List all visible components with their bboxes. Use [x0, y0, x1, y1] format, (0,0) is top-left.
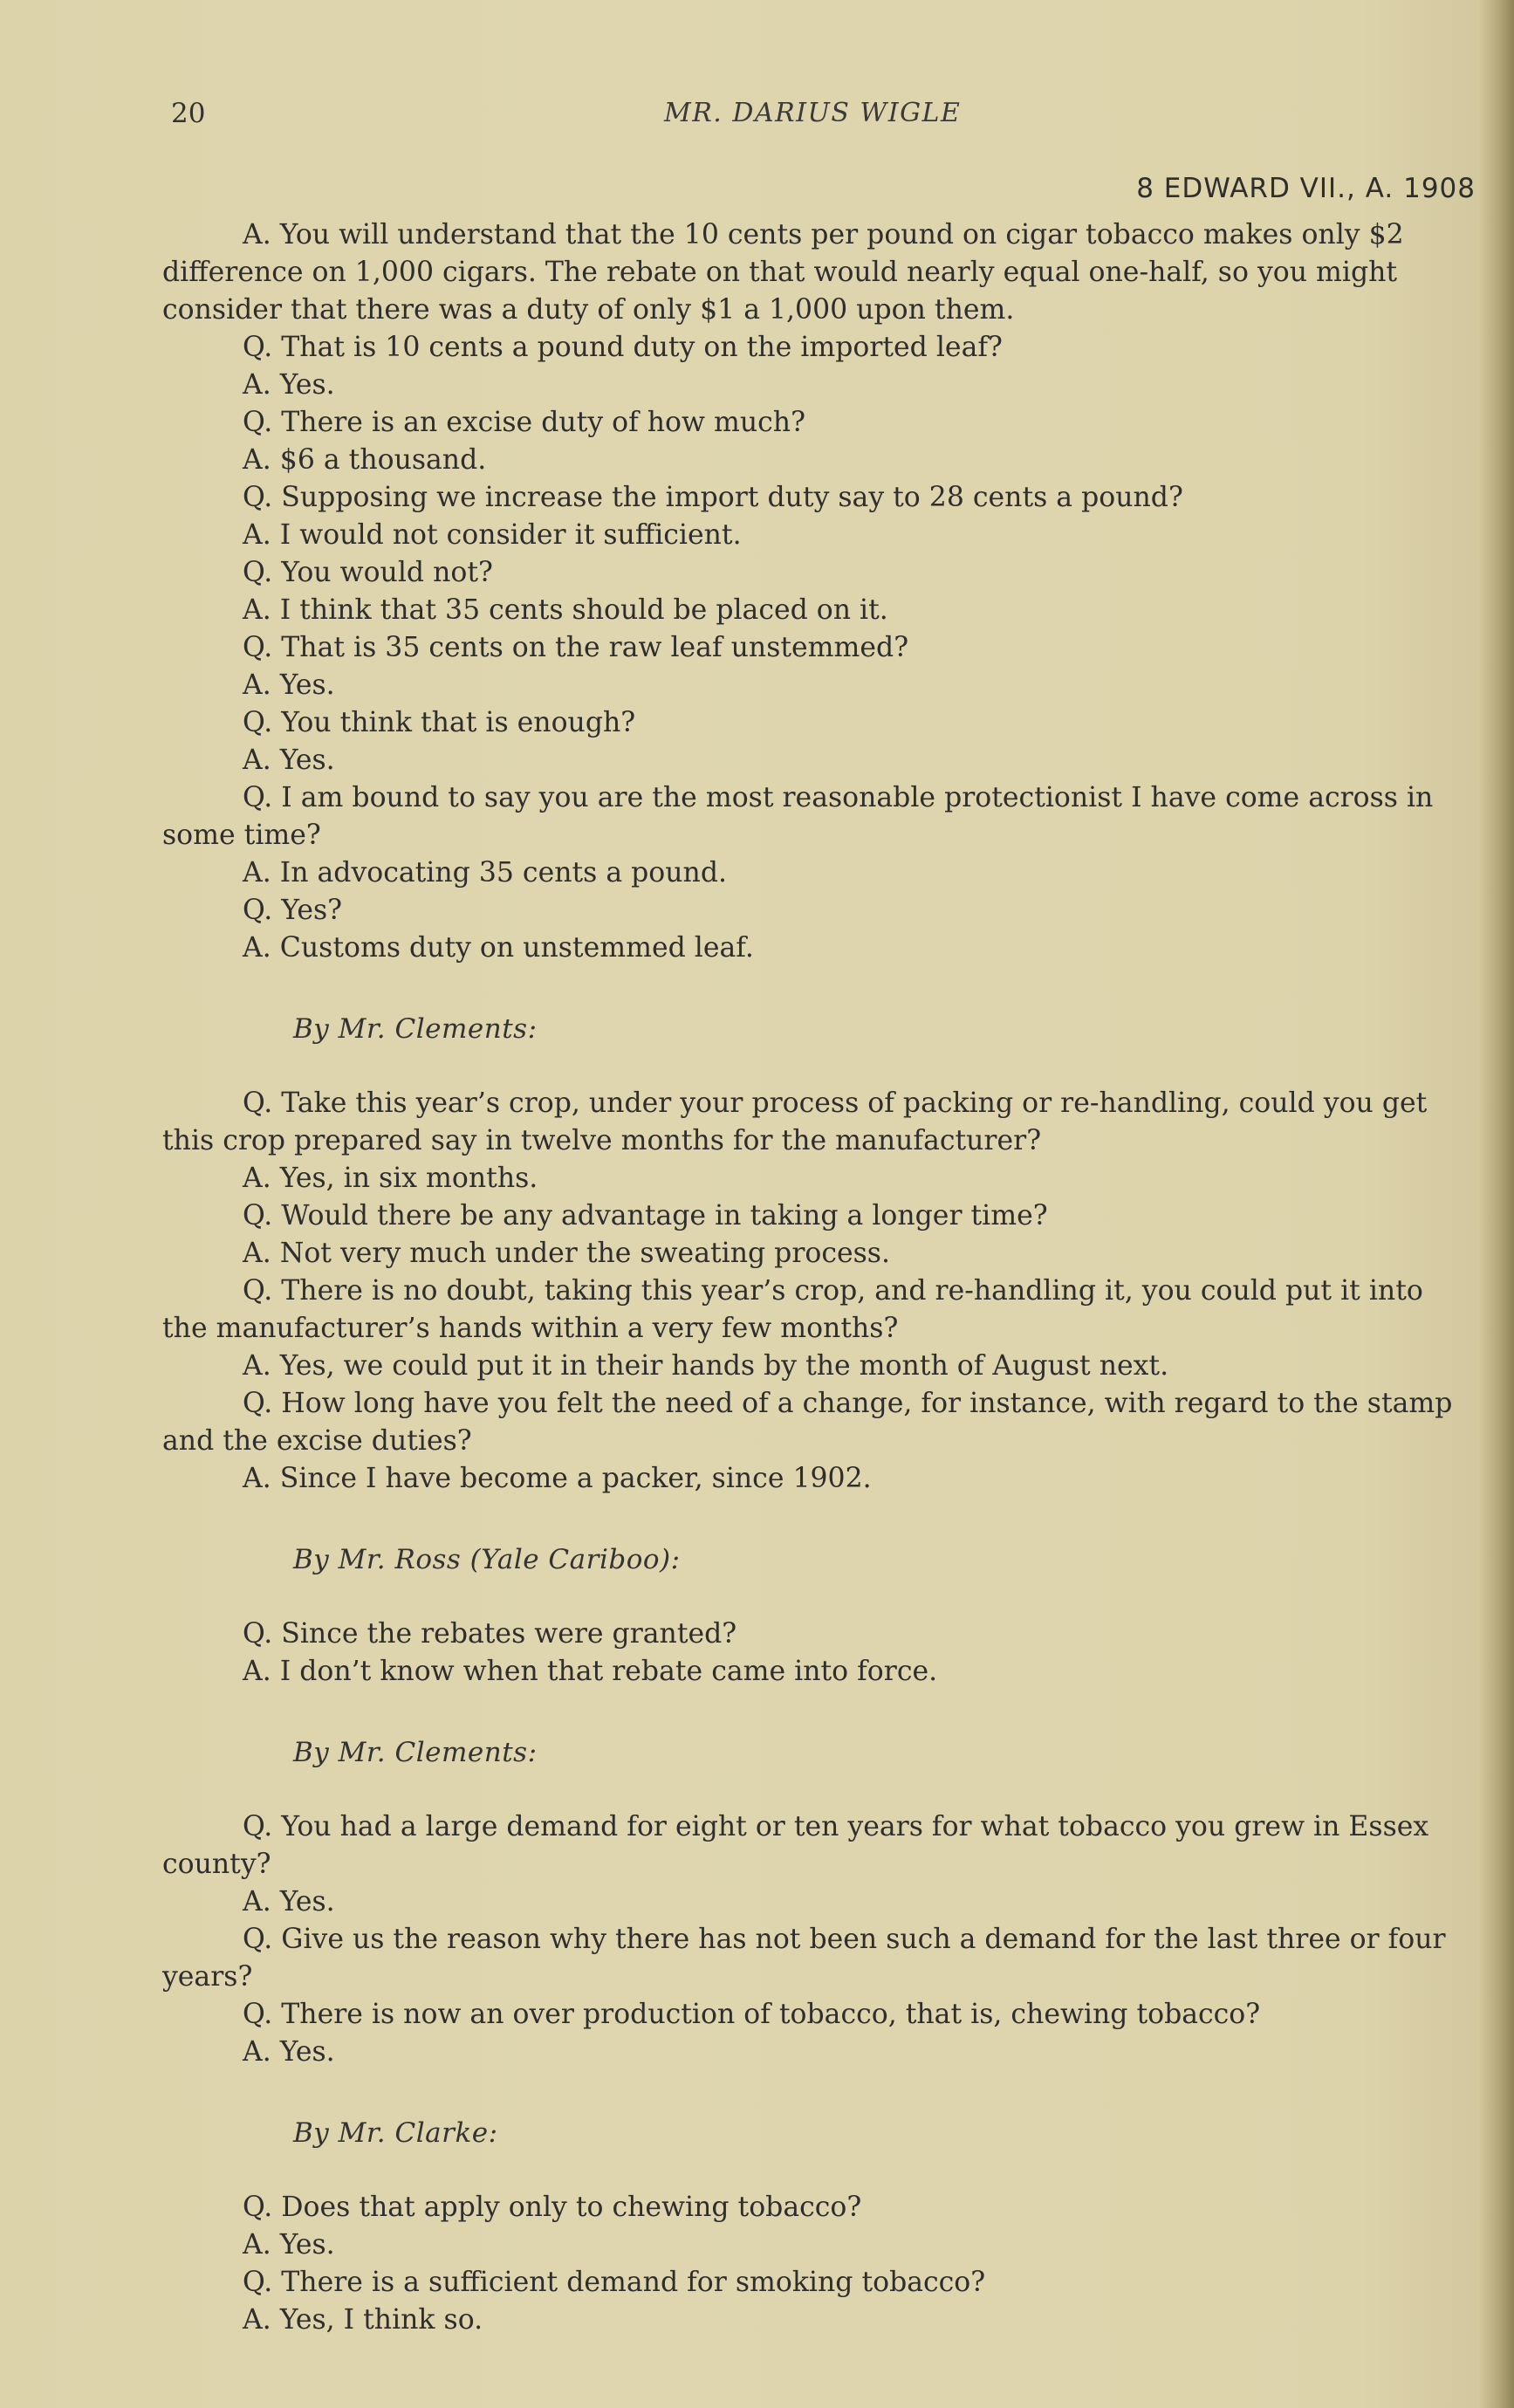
question-paragraph: Q. You think that is enough?: [243, 707, 636, 738]
answer-paragraph: A. Yes.: [243, 669, 335, 701]
question-paragraph: Q. How long have you felt the need of a change, for instance, with regard to the stamp and the excise duties?: [162, 1388, 1453, 1457]
answer-paragraph: A. I would not consider it sufficient.: [243, 519, 742, 551]
answer-paragraph: A. Yes.: [243, 1886, 335, 1917]
answer-paragraph: A. Yes, we could put it in their hands by the month of August next.: [243, 1350, 1169, 1382]
question-paragraph: Q. Would there be any advantage in taking a longer time?: [243, 1200, 1048, 1231]
question-paragraph: Q. That is 35 cents on the raw leaf unstemmed?: [243, 632, 909, 663]
question-paragraph: Q. Supposing we increase the import duty say to 28 cents a pound?: [243, 482, 1183, 513]
question-paragraph: Q. You had a large demand for eight or ten years for what tobacco you grew in Essex county?: [162, 1811, 1429, 1880]
answer-paragraph: A. Since I have become a packer, since 1902.: [243, 1463, 872, 1494]
answer-paragraph: A. In advocating 35 cents a pound.: [243, 857, 728, 888]
question-paragraph: Q. You would not?: [243, 557, 493, 588]
page-edge: [1477, 0, 1514, 2408]
testimony-body: [162, 216, 1476, 2339]
answer-paragraph: A. Not very much under the sweating process.: [243, 1238, 890, 1269]
answer-paragraph: A. Yes.: [243, 744, 335, 776]
running-header: [171, 98, 1480, 141]
answer-paragraph: A. Customs duty on unstemmed leaf.: [243, 932, 754, 964]
examiner-heading: By Mr. Clements:: [293, 1013, 538, 1045]
examiner-heading: By Mr. Ross (Yale Cariboo):: [293, 1544, 681, 1575]
question-paragraph: Q. Take this year’s crop, under your process of packing or re-handling, could you get this crop prepared say in twelve months for the manufacturer?: [162, 1087, 1428, 1156]
answer-paragraph: A. You will understand that the 10 cents per pound on cigar tobacco makes only $2 difference on 1,000 cigars. The rebate on that would nearly equal one-half, so you might consider that there was a duty of only $1 a 1,000 upon them.: [162, 219, 1404, 326]
question-paragraph: Q. That is 10 cents a pound duty on the imported leaf?: [243, 332, 1003, 363]
question-paragraph: Q. There is an excise duty of how much?: [243, 407, 805, 438]
question-paragraph: Q. There is a sufficient demand for smoking tobacco?: [243, 2267, 986, 2298]
answer-paragraph: A. Yes, in six months.: [243, 1163, 538, 1194]
answer-paragraph: A. Yes, I think so.: [243, 2304, 483, 2336]
question-paragraph: Q. There is now an over production of tobacco, that is, chewing tobacco?: [243, 1999, 1261, 2030]
examiner-heading: By Mr. Clements:: [293, 1737, 538, 1768]
answer-paragraph: A. Yes.: [243, 2036, 335, 2068]
question-paragraph: Q. There is no doubt, taking this year’s crop, and re-handling it, you could put it into the manufacturer’s hands within a very few months?: [162, 1275, 1423, 1344]
answer-paragraph: A. $6 a thousand.: [243, 444, 487, 476]
question-paragraph: Q. Give us the reason why there has not been such a demand for the last three or four years?: [162, 1924, 1446, 1993]
question-paragraph: Q. Since the rebates were granted?: [243, 1618, 737, 1650]
answer-paragraph: A. Yes.: [243, 2229, 335, 2261]
page-number: 20: [171, 98, 206, 129]
answer-paragraph: A. I don’t know when that rebate came into force.: [243, 1656, 938, 1687]
examiner-heading: By Mr. Clarke:: [293, 2117, 498, 2149]
question-paragraph: Q. Yes?: [243, 895, 343, 926]
running-title: MR. DARIUS WIGLE: [664, 98, 962, 128]
session-reference: 8 EDWARD VII., A. 1908: [1136, 173, 1476, 204]
answer-paragraph: A. Yes.: [243, 369, 335, 401]
question-paragraph: Q. Does that apply only to chewing tobacco?: [243, 2192, 862, 2223]
answer-paragraph: A. I think that 35 cents should be placed on it.: [243, 594, 888, 626]
question-paragraph: Q. I am bound to say you are the most reasonable protectionist I have come across in some time?: [162, 782, 1434, 851]
